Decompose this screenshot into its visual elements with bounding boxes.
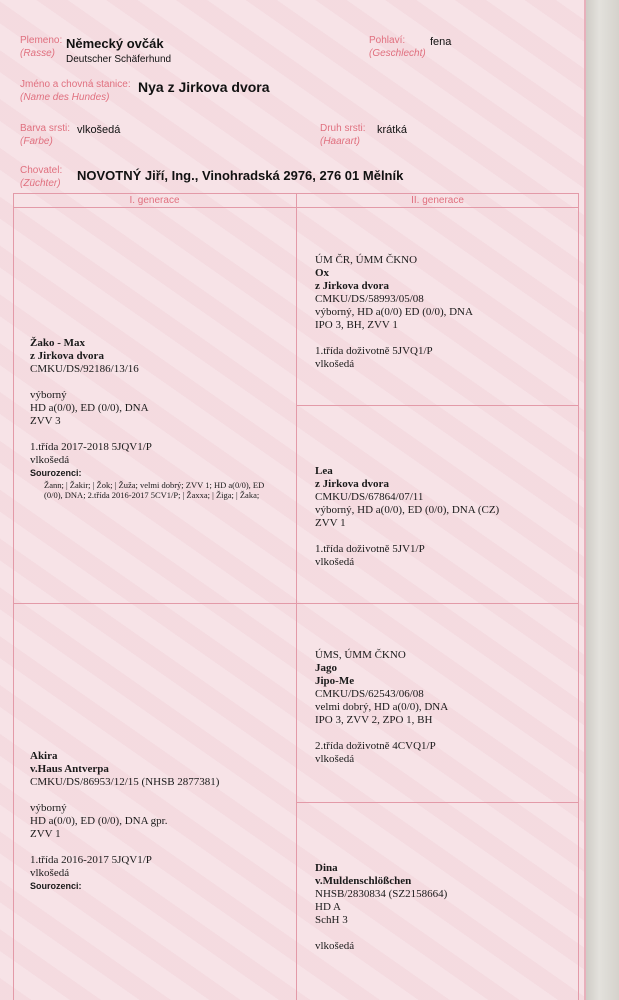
dam-dam-entry <box>315 862 447 953</box>
dam-color: vlkošedá <box>30 867 70 879</box>
grid-mid-line <box>296 193 297 1000</box>
dog-name: Nya z Jirkova dvora <box>138 79 270 95</box>
dam-zvv: ZVV 1 <box>30 828 61 840</box>
sire-sire-entry <box>315 254 473 371</box>
color-label: Barva srsti: (Farbe) <box>20 123 71 147</box>
sire-entry <box>30 337 284 500</box>
dam-sire-titles: ÚMS, ÚMM ČKNO <box>315 649 406 661</box>
sire-dam-kennel: z Jirkova dvora <box>315 478 389 490</box>
sex-value: fena <box>430 36 452 48</box>
sire-zvv: ZVV 3 <box>30 415 61 427</box>
breed-label: Plemeno: (Rasse) <box>20 35 63 59</box>
breeder-label: Chovatel: (Züchter) <box>20 165 63 189</box>
dam-health: HD a(0/0), ED (0/0), DNA gpr. <box>30 815 168 827</box>
coat-label: Druh srsti: (Haarart) <box>320 123 366 147</box>
dam-kennel: v.Haus Antverpa <box>30 763 109 775</box>
sire-siblings-list: Žann; | Žakir; | Žok; | Žuža; velmi dobrý; ZVV 1; HD a(0/0), ED (0/0), DNA; 2.třída 2016-2017 5CV1/P; | Žaxxa; | Žiga; | Žaka; <box>44 480 265 500</box>
sire-name: Žako - Max <box>30 337 85 349</box>
grid-gp1-divider <box>296 405 578 406</box>
dam-rating: výborný <box>30 802 67 814</box>
sire-dam-health: výborný, HD a(0/0), ED (0/0), DNA (CZ) <box>315 504 500 516</box>
dam-dam-name: Dina <box>315 862 338 874</box>
dam-dam-color: vlkošedá <box>315 940 355 952</box>
generation-2-header: II. generace <box>411 195 464 206</box>
color-value: vlkošedá <box>77 124 121 136</box>
dam-sire-color: vlkošedá <box>315 753 355 765</box>
sire-sire-color: vlkošedá <box>315 358 355 370</box>
sire-reg: CMKU/DS/92186/13/16 <box>30 363 139 375</box>
sire-sire-kennel: z Jirkova dvora <box>315 280 389 292</box>
grid-gp2-divider <box>296 802 578 803</box>
breeder-value: NOVOTNÝ Jiří, Ing., Vinohradská 2976, 276 01 Mělník <box>77 168 404 183</box>
sire-rating: výborný <box>30 389 67 401</box>
sire-sire-name: Ox <box>315 267 330 279</box>
sire-dam-zvv: ZVV 1 <box>315 517 346 529</box>
sire-dam-reg: CMKU/DS/67864/07/11 <box>315 491 424 503</box>
sire-sire-health: výborný, HD a(0/0) ED (0/0), DNA <box>315 306 473 318</box>
dam-dam-reg: NHSB/2830834 (SZ2158664) <box>315 888 448 900</box>
sire-color: vlkošedá <box>30 454 70 466</box>
dam-reg: CMKU/DS/86953/12/15 (NHSB 2877381) <box>30 776 220 788</box>
generation-1-header: I. generace <box>129 195 180 206</box>
sire-sire-reg: CMKU/DS/58993/05/08 <box>315 293 424 305</box>
dam-dam-health: HD A <box>315 901 341 913</box>
dam-dam-kennel: v.Muldenschlößchen <box>315 875 412 887</box>
name-label: Jméno a chovná stanice: (Name des Hundes) <box>20 79 131 103</box>
scanner-edge <box>586 0 619 1000</box>
sire-sire-titles: ÚM ČR, ÚMM ČKNO <box>315 254 418 266</box>
sire-dam-class: 1.třída doživotně 5JV1/P <box>315 543 425 555</box>
sire-dam-entry <box>315 465 499 569</box>
dam-siblings-label: Sourozenci: <box>30 881 82 891</box>
dam-dam-exams: SchH 3 <box>315 914 348 926</box>
sire-class: 1.třída 2017-2018 5JQV1/P <box>30 441 152 453</box>
sire-health: HD a(0/0), ED (0/0), DNA <box>30 402 149 414</box>
sex-label: Pohlaví: (Geschlecht) <box>369 35 426 59</box>
dam-sire-health: velmi dobrý, HD a(0/0), DNA <box>315 701 449 713</box>
dam-entry <box>30 750 219 893</box>
dam-sire-entry <box>315 649 448 766</box>
breed-value-de: Deutscher Schäferhund <box>66 54 172 65</box>
dam-sire-class: 2.třída doživotně 4CVQ1/P <box>315 740 436 752</box>
dam-name: Akira <box>30 750 58 762</box>
dam-sire-kennel: Jipo-Me <box>315 675 355 687</box>
sire-siblings-label: Sourozenci: <box>30 468 82 478</box>
grid-right-line <box>578 193 579 1000</box>
dam-sire-exams: IPO 3, ZVV 2, ZPO 1, BH <box>315 714 433 726</box>
coat-value: krátká <box>377 124 407 136</box>
dam-sire-name: Jago <box>315 662 337 674</box>
sire-kennel: z Jirkova dvora <box>30 350 104 362</box>
sire-dam-color: vlkošedá <box>315 556 355 568</box>
breed-value: Německý ovčák <box>66 36 164 51</box>
sire-sire-class: 1.třída doživotně 5JVQ1/P <box>315 345 433 357</box>
dam-class: 1.třída 2016-2017 5JQV1/P <box>30 854 152 866</box>
dam-sire-reg: CMKU/DS/62543/06/08 <box>315 688 424 700</box>
grid-parents-divider <box>13 603 578 604</box>
sire-dam-name: Lea <box>315 465 333 477</box>
grid-left-line <box>13 193 14 1000</box>
sire-sire-exams: IPO 3, BH, ZVV 1 <box>315 319 398 331</box>
